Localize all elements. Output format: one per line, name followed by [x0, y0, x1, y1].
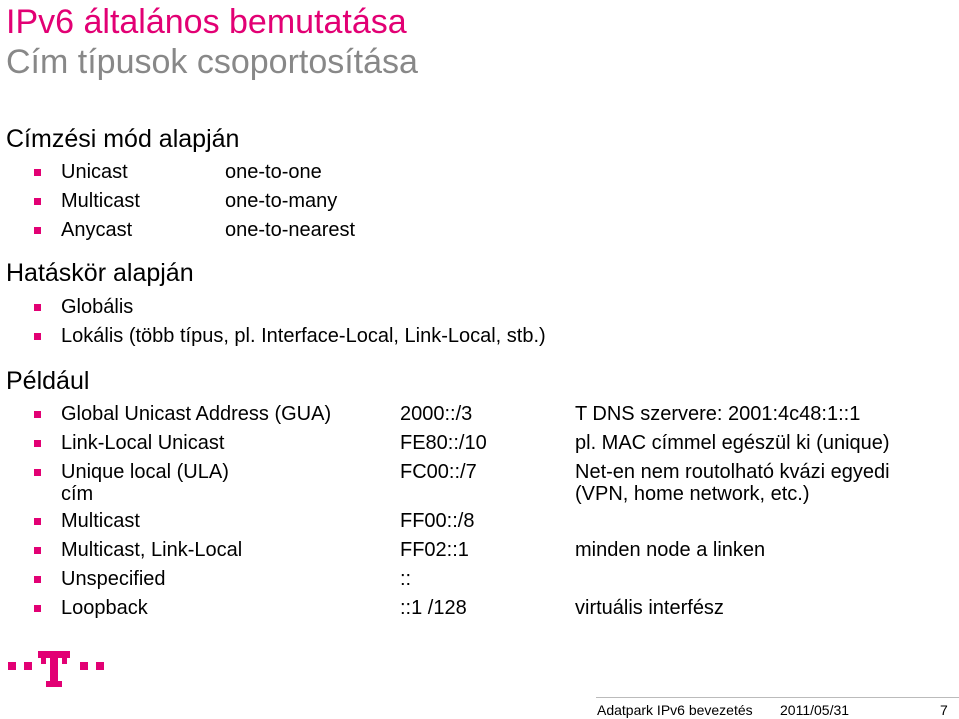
footer-divider [596, 697, 959, 698]
square-bullet-icon [34, 227, 41, 234]
square-bullet-icon [34, 411, 41, 418]
address-note: T DNS szervere: 2001:4c48:1::1 [575, 403, 861, 425]
square-bullet-icon [34, 333, 41, 340]
list-item [0, 324, 959, 350]
table-row [0, 402, 959, 428]
slide-subtitle: Cím típusok csoportosítása [6, 43, 418, 81]
section-heading-scope: Hatáskör alapján [6, 259, 194, 287]
address-note-continued: (VPN, home network, etc.) [575, 483, 810, 505]
address-type: Unspecified [61, 568, 166, 590]
address-type: Link-Local Unicast [61, 432, 225, 454]
address-type-continued: cím [61, 483, 94, 505]
item-desc: one-to-nearest [225, 219, 356, 241]
address-prefix: FF02::1 [400, 539, 469, 561]
item-name: Anycast [61, 219, 133, 241]
telekom-t-logo-icon [38, 651, 70, 687]
item-name: Lokális (több típus, pl. Interface-Local, Link-Local, stb.) [61, 325, 546, 347]
square-bullet-icon [34, 198, 41, 205]
list-item [0, 189, 959, 215]
brand-dot-row [8, 656, 948, 676]
table-row [0, 567, 959, 593]
address-type: Multicast, Link-Local [61, 539, 243, 561]
footer-date: 2011/05/31 [780, 702, 850, 718]
section-heading-examples: Például [6, 367, 90, 395]
address-prefix: FE80::/10 [400, 432, 487, 454]
address-prefix: FC00::/7 [400, 461, 477, 483]
address-note: minden node a linken [575, 539, 766, 561]
address-prefix: FF00::/8 [400, 510, 475, 532]
address-type: Unique local (ULA) [61, 461, 229, 483]
slide-title: IPv6 általános bemutatása [6, 3, 407, 41]
table-row [0, 538, 959, 564]
square-bullet-icon [34, 169, 41, 176]
square-bullet-icon [34, 605, 41, 612]
brand-dot [96, 662, 104, 670]
list-item [0, 160, 959, 186]
address-note: pl. MAC címmel egészül ki (unique) [575, 432, 890, 454]
square-bullet-icon [34, 576, 41, 583]
item-name: Multicast [61, 190, 140, 212]
table-row [0, 460, 959, 508]
brand-dot [24, 662, 32, 670]
item-name: Globális [61, 296, 134, 318]
brand-dot [8, 662, 16, 670]
footer-page-number: 7 [940, 702, 948, 718]
square-bullet-icon [34, 304, 41, 311]
item-desc: one-to-many [225, 190, 338, 212]
square-bullet-icon [34, 469, 41, 476]
square-bullet-icon [34, 547, 41, 554]
square-bullet-icon [34, 440, 41, 447]
table-row [0, 596, 959, 622]
brand-dot [80, 662, 88, 670]
address-prefix: 2000::/3 [400, 403, 473, 425]
item-desc: one-to-one [225, 161, 322, 183]
square-bullet-icon [34, 518, 41, 525]
section-heading-addressing: Címzési mód alapján [6, 125, 240, 153]
list-item [0, 218, 959, 244]
address-prefix: :: [400, 568, 412, 590]
item-name: Unicast [61, 161, 128, 183]
table-row [0, 431, 959, 457]
address-note: virtuális interfész [575, 597, 724, 619]
address-type: Multicast [61, 510, 140, 532]
address-prefix: ::1 /128 [400, 597, 467, 619]
list-item [0, 295, 959, 321]
address-note: Net-en nem routolható kvázi egyedi [575, 461, 890, 483]
address-type: Global Unicast Address (GUA) [61, 403, 332, 425]
footer-presentation-name: Adatpark IPv6 bevezetés [597, 702, 753, 718]
address-type: Loopback [61, 597, 148, 619]
table-row [0, 509, 959, 535]
